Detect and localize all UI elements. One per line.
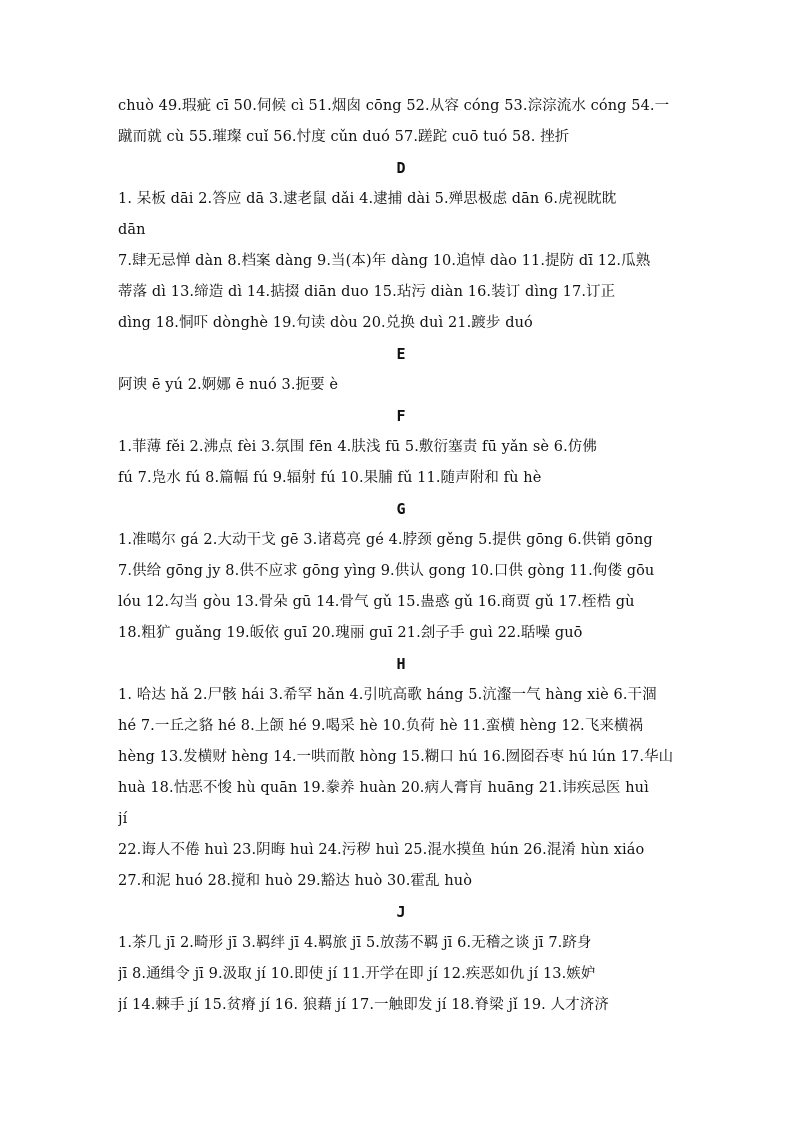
section-j (118, 897, 678, 1021)
text-line: chuò 49.瑕疵 cī 50.伺候 cì 51.烟囱 cōng 52.从容 cóng 53.淙淙流水 cóng 54.一 (118, 98, 670, 114)
text-line: jí 14.棘手 jí 15.贫瘠 jí 16. 狼藉 jí 17.一触即发 jí 18.脊梁 jǐ 19. 人才济济 (118, 997, 609, 1013)
text-line: 1.准噶尔 gá 2.大动干戈 gē 3.诸葛亮 gé 4.脖颈 gěng 5.提供 gōng 6.供销 gōng (118, 532, 653, 548)
text-line: fú 7.凫水 fú 8.篇幅 fú 9.辐射 fú 10.果脯 fǔ 11.随声附和 fù hè (118, 470, 542, 486)
section-heading-e: E (396, 345, 406, 363)
section-heading-d: D (396, 159, 406, 177)
text-line: hèng 13.发横财 hèng 14.一哄而散 hòng 15.糊口 hú 16.囫囵吞枣 hú lún 17.华山 (118, 749, 674, 765)
section-heading-g: G (396, 500, 406, 518)
text-line: huà 18.怙恶不悛 hù quān 19.豢养 huàn 20.病人膏肓 huāng 21.讳疾忌医 huì (118, 780, 649, 796)
section-f (118, 401, 678, 494)
text-line: 18.粗犷 guǎng 19.皈依 guī 20.瑰丽 guī 21.刽子手 guì 22.聒噪 guō (118, 625, 583, 641)
text-line: hé 7.一丘之貉 hé 8.上颌 hé 9.喝采 hè 10.负荷 hè 11.蛮横 hèng 12.飞来横祸 (118, 718, 644, 734)
text-line: jī 8.通缉令 jī 9.汲取 jí 10.即使 jí 11.开学在即 jí 12.疾恶如仇 jí 13.嫉妒 (118, 966, 596, 982)
section-heading-f: F (396, 407, 406, 425)
text-line: 22.诲人不倦 huì 23.阴晦 huì 24.污秽 huì 25.混水摸鱼 hún 26.混淆 hùn xiáo (118, 842, 645, 858)
section-heading-j: J (396, 903, 406, 921)
text-line: dìng 18.恫吓 dònghè 19.句读 dòu 20.兑换 duì 21.踱步 duó (118, 315, 533, 331)
section-c-continued (118, 91, 678, 153)
section-g (118, 494, 678, 649)
text-line: 1.茶几 jī 2.畸形 jī 3.羁绊 jī 4.羁旅 jī 5.放荡不羁 jī 6.无稽之谈 jī 7.跻身 (118, 935, 592, 951)
text-line: jí (118, 811, 128, 827)
text-line: 1.菲薄 fěi 2.沸点 fèi 3.氛围 fēn 4.肤浅 fū 5.敷衍塞责 fū yǎn sè 6.仿佛 (118, 439, 597, 455)
text-line: 1. 呆板 dāi 2.答应 dā 3.逮老鼠 dǎi 4.逮捕 dài 5.殚思极虑 dān 6.虎视眈眈 (118, 191, 617, 207)
section-e (118, 339, 678, 401)
text-line: 7.供给 gōng jy 8.供不应求 gōng yìng 9.供认 gong 10.口供 gòng 11.佝偻 gōu (118, 563, 655, 579)
text-line: 蹴而就 cù 55.璀璨 cuǐ 56.忖度 cǔn duó 57.蹉跎 cuō tuó 58. 挫折 (118, 129, 570, 145)
section-h (118, 649, 678, 897)
section-heading-h: H (396, 655, 406, 673)
text-line: lóu 12.勾当 gòu 13.骨朵 gū 14.骨气 gǔ 15.蛊惑 gǔ 16.商贾 gǔ 17.桎梏 gù (118, 594, 635, 610)
text-line: 27.和泥 huó 28.搅和 huò 29.豁达 huò 30.霍乱 huò (118, 873, 473, 889)
text-line: 1. 哈达 hǎ 2.尸骸 hái 3.希罕 hǎn 4.引吭高歌 háng 5.沆瀣一气 hàng xiè 6.干涸 (118, 687, 657, 703)
text-line: 阿谀 ē yú 2.婀娜 ē nuó 3.扼要 è (118, 377, 339, 393)
section-d (118, 153, 678, 339)
text-line: 7.肆无忌惮 dàn 8.档案 dàng 9.当(本)年 dàng 10.追悼 dào 11.提防 dī 12.瓜熟 (118, 253, 651, 269)
text-line: 蒂落 dì 13.缔造 dì 14.掂掇 diān duo 15.玷污 diàn 16.装订 dìng 17.订正 (118, 284, 616, 300)
text-line: dān (118, 222, 146, 238)
